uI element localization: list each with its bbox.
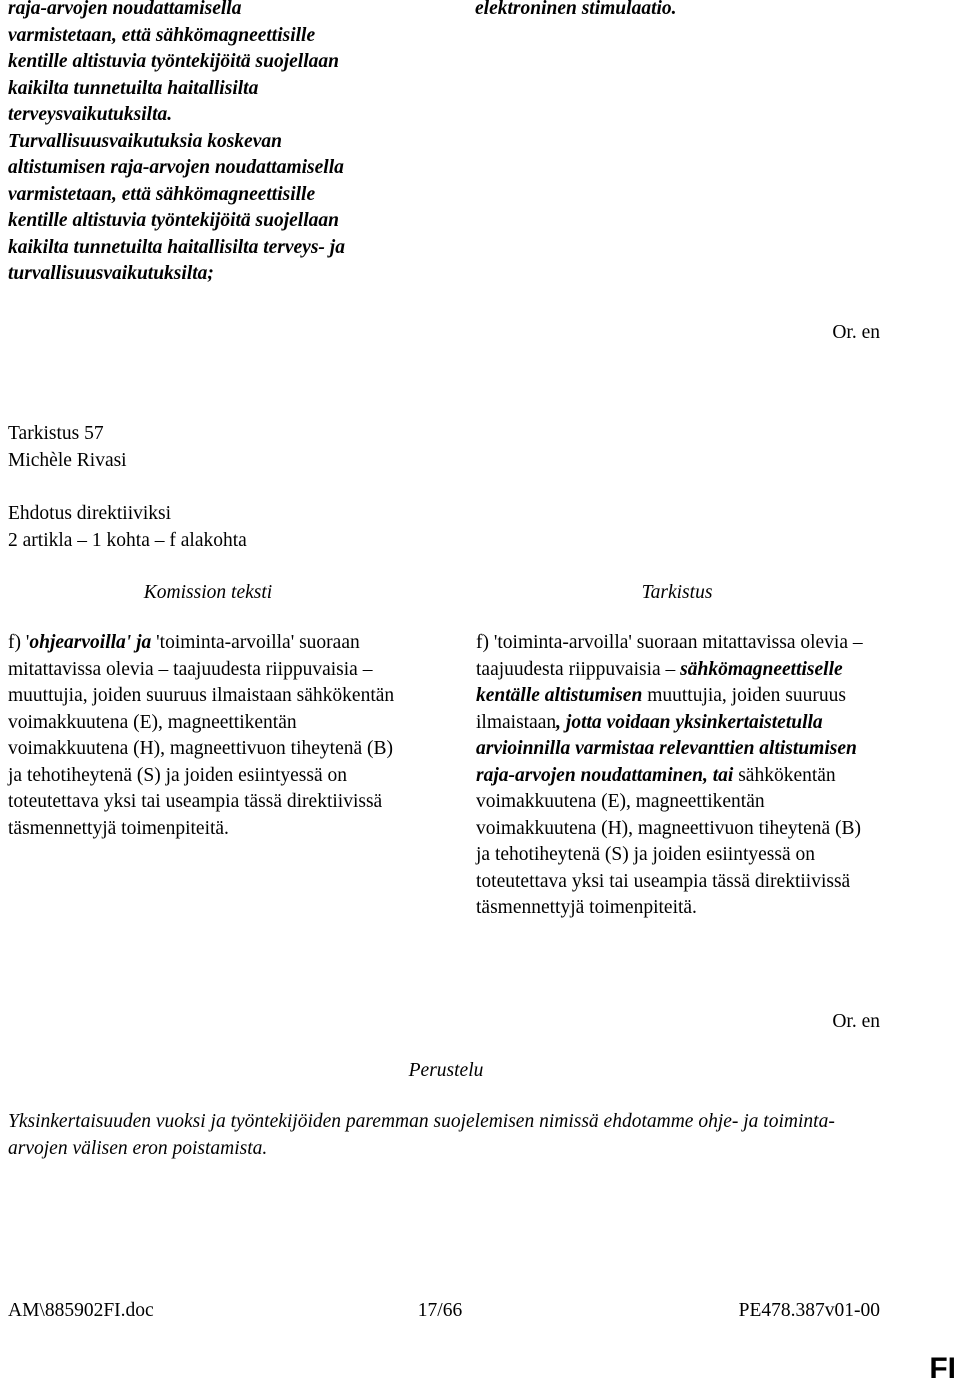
footer-document: AM\885902FI.doc (8, 1300, 154, 1321)
origin-language-2: Or. en (832, 1011, 880, 1032)
text-line: turvallisuusvaikutuksilta; (8, 263, 214, 284)
amendment-author: Michèle Rivasi (8, 450, 127, 471)
commission-paragraph (8, 630, 400, 842)
text-run: muuttujia, joiden suuruus ilmaistaan (476, 685, 846, 733)
deleted-text: ohjearvoilla' ja (29, 632, 152, 653)
justification-text: Yksinkertaisuuden vuoksi ja työntekijöiden paremman suojelemisen nimissä ehdotamme ohje- ja toiminta-arvojen välisen eron poistamista. (8, 1111, 835, 1159)
text-line: kaikilta tunnetuilta haitallisilta terveys- ja (8, 236, 345, 258)
text-run: sähkökentän voimakkuutena (E), magneettikentän voimakkuutena (H), magneettivuon tiheytenä (B) ja tehotiheytenä (S) ja joiden esiintyessä on toteutettava yksi tai useampia tässä direktiivissä täsmennettyjä toimenpiteitä. (476, 764, 862, 918)
text-line: raja-arvojen noudattamisella (8, 0, 242, 19)
amendment-text (476, 630, 876, 922)
proposal-title: Ehdotus direktiiviksi (8, 503, 172, 524)
article-reference: 2 artikla – 1 kohta – f alakohta (8, 530, 247, 551)
footer-page-number: 17/66 (417, 1300, 463, 1321)
text-run: 'toiminta-arvoilla' suoraan mitattavissa olevia – taajuudesta riippuvaisia – muuttujia, joiden suuruus ilmaistaan sähkökentän voimakkuutena (E), magneettikentän voimakkuutena (H), magneettivuon tiheytenä (B) ja tehotiheytenä (S) ja joiden esiintyessä on toteutettava yksi tai useampia tässä direktiivissä täsmennettyjä toimenpiteitä. (8, 632, 395, 839)
justification-heading: Perustelu (408, 1060, 484, 1081)
text-line: kentille altistuvia työntekijöitä suojellaan (8, 210, 339, 231)
added-text: sähkömagneettiselle kentälle altistumisen (476, 658, 843, 706)
footer-reference: PE478.387v01-00 (738, 1300, 880, 1321)
text-line: Turvallisuusvaikutuksia koskevan (8, 130, 282, 152)
amendment-paragraph (476, 630, 876, 922)
top-left-text (8, 0, 428, 288)
origin-language: Or. en (832, 322, 880, 343)
added-text: , jotta voidaan yksinkertaistetulla arvioinnilla varmistaa relevanttien altistumisen raja-arvojen noudattaminen, tai (476, 711, 857, 786)
text-run: f) ' (8, 632, 30, 653)
commission-text (8, 630, 400, 842)
text-line: kentille altistuvia työntekijöitä suojellaan (8, 51, 339, 72)
text-run: f) 'toiminta-arvoilla' suoraan mitattavissa olevia – taajuudesta riippuvaisia – (476, 632, 863, 680)
text-line: altistumisen raja-arvojen noudattamisella (8, 157, 344, 178)
top-right-text: elektroninen stimulaatio. (475, 0, 677, 19)
amendment-number: Tarkistus 57 (8, 423, 104, 444)
commission-text-heading: Komission teksti (143, 582, 273, 603)
text-line: kaikilta tunnetuilta haitallisilta (8, 77, 259, 99)
text-line: varmistetaan, että sähkömagneettisille (8, 24, 316, 46)
text-line: terveysvaikutuksilta. (8, 104, 173, 125)
text-line: varmistetaan, että sähkömagneettisille (8, 183, 316, 205)
amendment-heading: Tarkistus (641, 582, 713, 603)
footer-language: FI (929, 1352, 956, 1385)
